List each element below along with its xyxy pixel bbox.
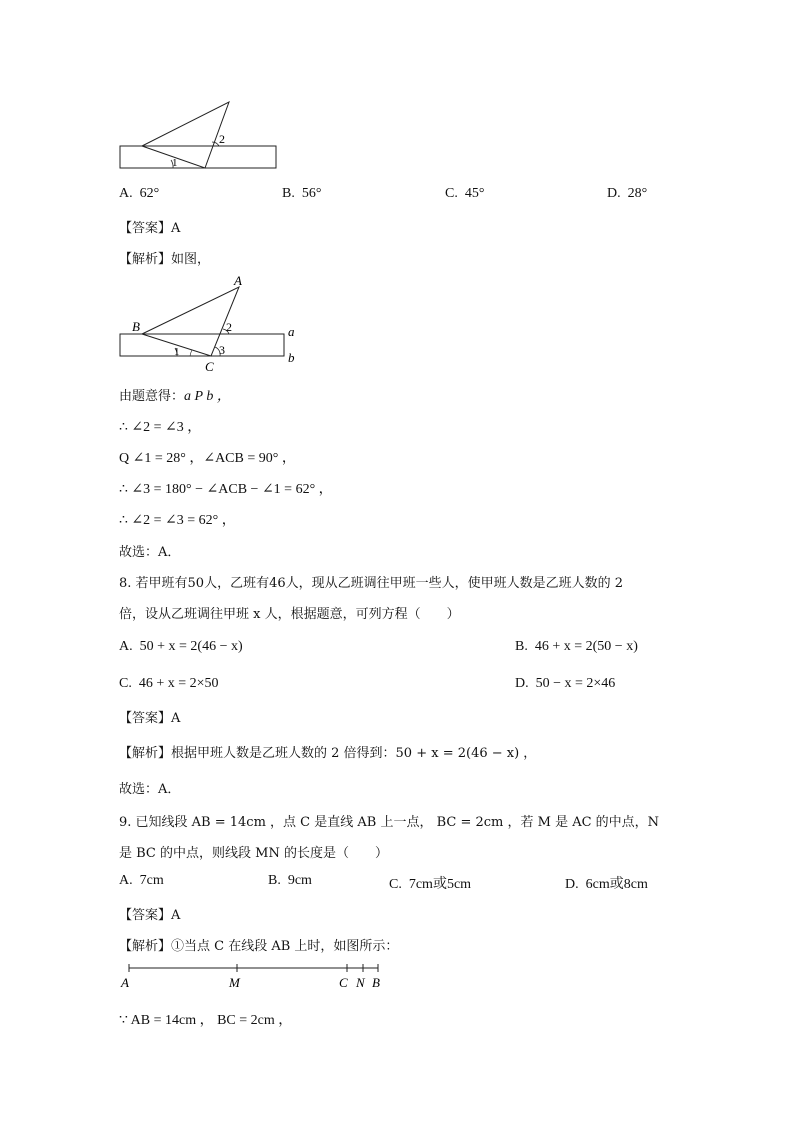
q7-line-3: Q ∠1 = 28° ，∠ACB = 90° ，: [119, 451, 296, 466]
angle-1-label: 1: [172, 157, 178, 169]
vertex-a-label: A: [234, 273, 242, 288]
q8-stem-line1: 8. 若甲班有50人，乙班有46人，现从乙班调往甲班一些人，使甲班人数是乙班人数的 2: [119, 576, 624, 591]
q7-option-c: C. 45°: [445, 186, 485, 201]
q9-option-d: D. 6cm或8cm: [565, 877, 648, 892]
q8-option-d: D. 50 − x = 2×46: [515, 676, 616, 691]
angle-2-label: 2: [219, 132, 225, 146]
q7-choice: 故选：A．: [119, 545, 181, 560]
ruler: [120, 146, 276, 168]
q8-analysis: 【解析】根据甲班人数是乙班人数的 2 倍得到：50 + x = 2(46 − x) ，: [119, 746, 537, 761]
line-a-label: a: [288, 324, 295, 339]
point-a-label: A: [121, 975, 129, 990]
q7-answer: 【答案】A: [119, 221, 181, 236]
q8-answer: 【答案】A: [119, 711, 181, 726]
q9-option-a: A. 7cm: [119, 873, 164, 888]
vertex-c-label: C: [205, 359, 214, 374]
fig2-angle-2: 2: [226, 320, 232, 334]
q7-line-given: 由题意得：a P b ，: [119, 389, 231, 404]
vertex-b-label: B: [132, 319, 140, 334]
q7-analysis-figure: [115, 272, 305, 376]
q7-option-d: D. 28°: [607, 186, 648, 201]
q9-given: ∵ AB = 14cm ， BC = 2cm ，: [119, 1013, 293, 1028]
q9-option-b: B. 9cm: [268, 873, 312, 888]
q8-option-a: A. 50 + x = 2(46 − x): [119, 639, 243, 654]
q7-figure: [115, 98, 285, 176]
q7-line-2: ∴ ∠2 = ∠3 ，: [119, 420, 202, 435]
q7-line-5: ∴ ∠2 = ∠3 = 62° ，: [119, 513, 236, 528]
q9-analysis: 【解析】①当点 C 在线段 AB 上时，如图所示：: [119, 939, 399, 954]
q9-segment-figure: [115, 960, 390, 994]
q7-line-4: ∴ ∠3 = 180° − ∠ACB − ∠1 = 62° ，: [119, 482, 333, 497]
point-c-label: C: [339, 975, 348, 990]
triangle: [142, 102, 229, 168]
fig2-angle-1: 1: [174, 346, 180, 358]
fig2-angle-3: 3: [219, 343, 225, 357]
q9-answer: 【答案】A: [119, 908, 181, 923]
q8-option-c: C. 46 + x = 2×50: [119, 676, 219, 691]
q7-analysis-head: 【解析】如图，: [119, 252, 211, 267]
q9-option-c: C. 7cm或5cm: [389, 877, 472, 892]
q8-option-b: B. 46 + x = 2(50 − x): [515, 639, 638, 654]
q9-stem-line1: 9. 已知线段 AB = 14cm ，点 C 是直线 AB 上一点， BC = 2cm ，若 M 是 AC 的中点，N: [119, 815, 660, 830]
q8-choice: 故选：A．: [119, 782, 181, 797]
point-m-label: M: [229, 975, 240, 990]
q8-stem-line2: 倍，设从乙班调往甲班 x 人，根据题意，可列方程（ ）: [119, 607, 460, 622]
line-b-label: b: [288, 350, 295, 365]
point-b-label: B: [372, 975, 380, 990]
q9-stem-line2: 是 BC 的中点，则线段 MN 的长度是（ ）: [119, 846, 388, 861]
q7-option-b: B. 56°: [282, 186, 322, 201]
point-n-label: N: [356, 975, 365, 990]
q7-option-a: A. 62°: [119, 186, 160, 201]
